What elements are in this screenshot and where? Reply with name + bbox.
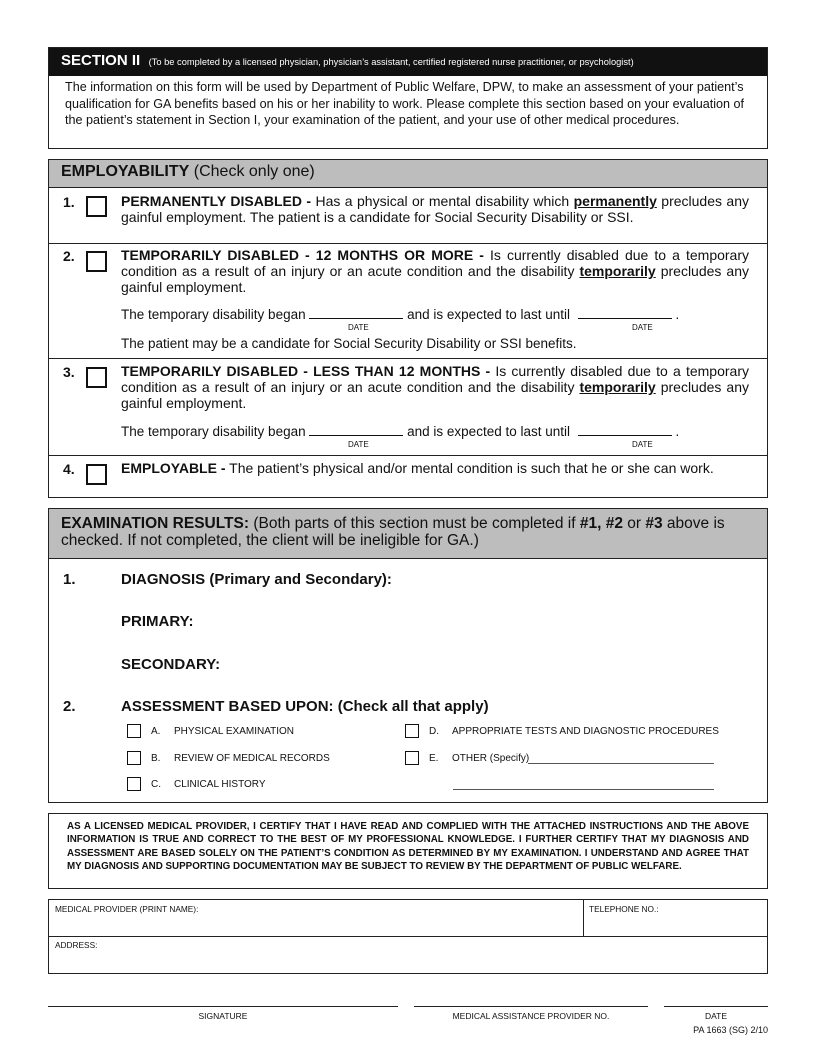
assessment-option-a [127, 724, 294, 738]
option-desc: Is currently disabled due to a temporary condition as a result of an injury or an acute condition and the disability [121, 363, 749, 395]
permanently-disabled-checkbox[interactable] [86, 196, 107, 217]
option-text [121, 247, 749, 295]
temp-disabled-12-plus-checkbox[interactable] [86, 251, 107, 272]
section-2-header [49, 48, 767, 76]
telephone-field[interactable] [583, 900, 769, 936]
option-heading: TEMPORARILY DISABLED - 12 MONTHS OR MORE - [121, 247, 484, 263]
physical-exam-checkbox[interactable] [127, 724, 141, 738]
option-text [121, 460, 749, 476]
until-date-field[interactable] [578, 424, 672, 436]
exam-ref: #1, #2 [579, 515, 623, 532]
option-desc-2: precludes any gainful employment. The patient is a candidate for Social Security Disability or SSI. [121, 193, 749, 225]
until-label: and is expected to last until [407, 307, 570, 322]
ma-provider-number-field[interactable] [414, 1006, 648, 1007]
began-label: The temporary disability began [121, 424, 306, 439]
exam-ref-3: #3 [645, 515, 663, 532]
examination-title: EXAMINATION RESULTS: [61, 515, 250, 532]
temp-disabled-under-12-checkbox[interactable] [86, 367, 107, 388]
began-date-field[interactable] [309, 424, 403, 436]
employability-header [49, 160, 767, 188]
clinical-history-checkbox[interactable] [127, 777, 141, 791]
option-label: REVIEW OF MEDICAL RECORDS [174, 752, 330, 764]
option-desc: The patient’s physical and/or mental condition is such that he or she can work. [225, 460, 714, 476]
employability-option-1 [49, 188, 767, 244]
option-emphasis: permanently [573, 193, 657, 209]
diagnosis-title: DIAGNOSIS (Primary and Secondary): [121, 571, 392, 588]
option-desc: Is currently disabled due to a temporary condition as a result of an injury or an acute condition and the disability [121, 247, 749, 279]
option-desc: Has a physical or mental disability which [311, 193, 574, 209]
certification-text: AS A LICENSED MEDICAL PROVIDER, I CERTIFY THAT I HAVE READ AND COMPLIED WITH THE ATTACHED INSTRUCTIONS AND THE ABOVE INFORMATION IS TRUE AND CORRECT TO THE BEST OF MY PROFESSIONAL KNOWLEDGE. I FURTHER CERTIFY THAT MY DIAGNOSIS AND ASSESSMENT ARE BASED SOLELY ON THE PATIENT’S CONDITION AS DETERMINED BY MY EXAMINATION. I UNDERSTAND AND AGREE THAT MY DIAGNOSIS AND SUPPORTING DOCUMENTATION MAY BE SUBJECT TO REVIEW BY THE DEPARTMENT OF PUBLIC WELFARE. [48, 813, 768, 889]
assessment-option-b [127, 751, 330, 765]
diagnostic-tests-checkbox[interactable] [405, 724, 419, 738]
option-label: OTHER (Specify) [452, 752, 530, 764]
option-number: 4. [63, 461, 75, 477]
assessment-option-c [127, 777, 266, 791]
exam-or: or [622, 515, 646, 532]
provider-name-field[interactable] [49, 900, 583, 936]
began-label: The temporary disability began [121, 307, 306, 322]
medical-records-checkbox[interactable] [127, 751, 141, 765]
option-desc-2: precludes any gainful employment. [121, 263, 749, 295]
provider-name-label: MEDICAL PROVIDER (PRINT NAME): [55, 904, 199, 914]
date-caption: DATE [348, 440, 369, 449]
section-2-title: SECTION II [61, 52, 141, 69]
option-letter: B. [151, 752, 161, 764]
examination-header [49, 509, 767, 559]
employability-option-2 [49, 244, 767, 359]
examination-section [48, 508, 768, 803]
assessment-title: ASSESSMENT BASED UPON: (Check all that apply) [121, 698, 489, 715]
ma-provider-number-label: MEDICAL ASSISTANCE PROVIDER NO. [452, 1011, 610, 1021]
option-letter: A. [151, 725, 161, 737]
address-field[interactable] [49, 936, 769, 974]
other-specify-field[interactable] [528, 763, 714, 764]
option-letter: E. [429, 752, 439, 764]
option-label: APPROPRIATE TESTS AND DIAGNOSTIC PROCEDURES [452, 725, 719, 737]
option-emphasis: temporarily [579, 379, 656, 395]
began-date-field[interactable] [309, 307, 403, 319]
signature-field[interactable] [48, 1006, 398, 1007]
option-letter: C. [151, 778, 161, 790]
date-caption: DATE [632, 440, 653, 449]
option-number: 1. [63, 194, 75, 210]
address-label: ADDRESS: [55, 940, 98, 950]
option-emphasis: temporarily [579, 263, 656, 279]
section-2-intro: The information on this form will be used by Department of Public Welfare, DPW, to make an assessment of your patient’s qualification for GA benefits based on his or her inability to work. Please complete this section based on your evaluation of the patient’s statement in Section I, your examination of the patient, and your use of other medical procedures. [65, 80, 745, 127]
option-heading: PERMANENTLY DISABLED - [121, 193, 312, 209]
employability-title: EMPLOYABILITY [61, 163, 190, 180]
option-number: 2. [63, 248, 75, 264]
option-letter: D. [429, 725, 439, 737]
option-label: PHYSICAL EXAMINATION [174, 725, 295, 737]
assessment-number: 2. [63, 698, 76, 715]
assessment-option-d [405, 724, 719, 738]
section-2-subtitle: (To be completed by a licensed physician, physician’s assistant, certified registered nurse practitioner, or psychologist) [148, 57, 634, 67]
disability-dates-line: The temporary disability began and is expected to last until . [121, 307, 680, 322]
option-heading: EMPLOYABLE - [121, 460, 226, 476]
disability-dates-line: The temporary disability began and is expected to last until . [121, 424, 680, 439]
signature-label: SIGNATURE [198, 1011, 248, 1021]
option-text [121, 363, 749, 411]
employable-checkbox[interactable] [86, 464, 107, 485]
employability-section [48, 159, 768, 498]
employability-subtitle: (Check only one) [193, 163, 315, 180]
other-specify-field-2[interactable] [453, 789, 714, 790]
assessment-option-e [405, 751, 529, 765]
diagnosis-number: 1. [63, 571, 76, 588]
provider-section [48, 899, 768, 974]
form-id: PA 1663 (SG) 2/10 [693, 1025, 768, 1035]
date-label: DATE [704, 1011, 728, 1021]
candidate-note: The patient may be a candidate for Social Security Disability or SSI benefits. [121, 336, 577, 351]
secondary-label: SECONDARY: [121, 656, 221, 673]
option-label: CLINICAL HISTORY [174, 778, 266, 790]
primary-label: PRIMARY: [121, 613, 194, 630]
employability-option-4 [49, 456, 767, 497]
exam-instruction-2: above is checked. If not completed, the client will be ineligible for GA.) [61, 515, 725, 549]
option-number: 3. [63, 364, 75, 380]
other-checkbox[interactable] [405, 751, 419, 765]
telephone-label: TELEPHONE NO.: [589, 904, 659, 914]
date-caption: DATE [348, 323, 369, 332]
until-label: and is expected to last until [407, 424, 570, 439]
option-heading: TEMPORARILY DISABLED - LESS THAN 12 MONTHS - [121, 363, 491, 379]
employability-option-3 [49, 359, 767, 456]
date-caption: DATE [632, 323, 653, 332]
option-text [121, 193, 749, 225]
date-field[interactable] [664, 1006, 768, 1007]
exam-instruction: (Both parts of this section must be completed if [249, 515, 580, 532]
section-2 [48, 47, 768, 149]
option-desc-2: precludes any gainful employment. [121, 379, 749, 411]
until-date-field[interactable] [578, 307, 672, 319]
